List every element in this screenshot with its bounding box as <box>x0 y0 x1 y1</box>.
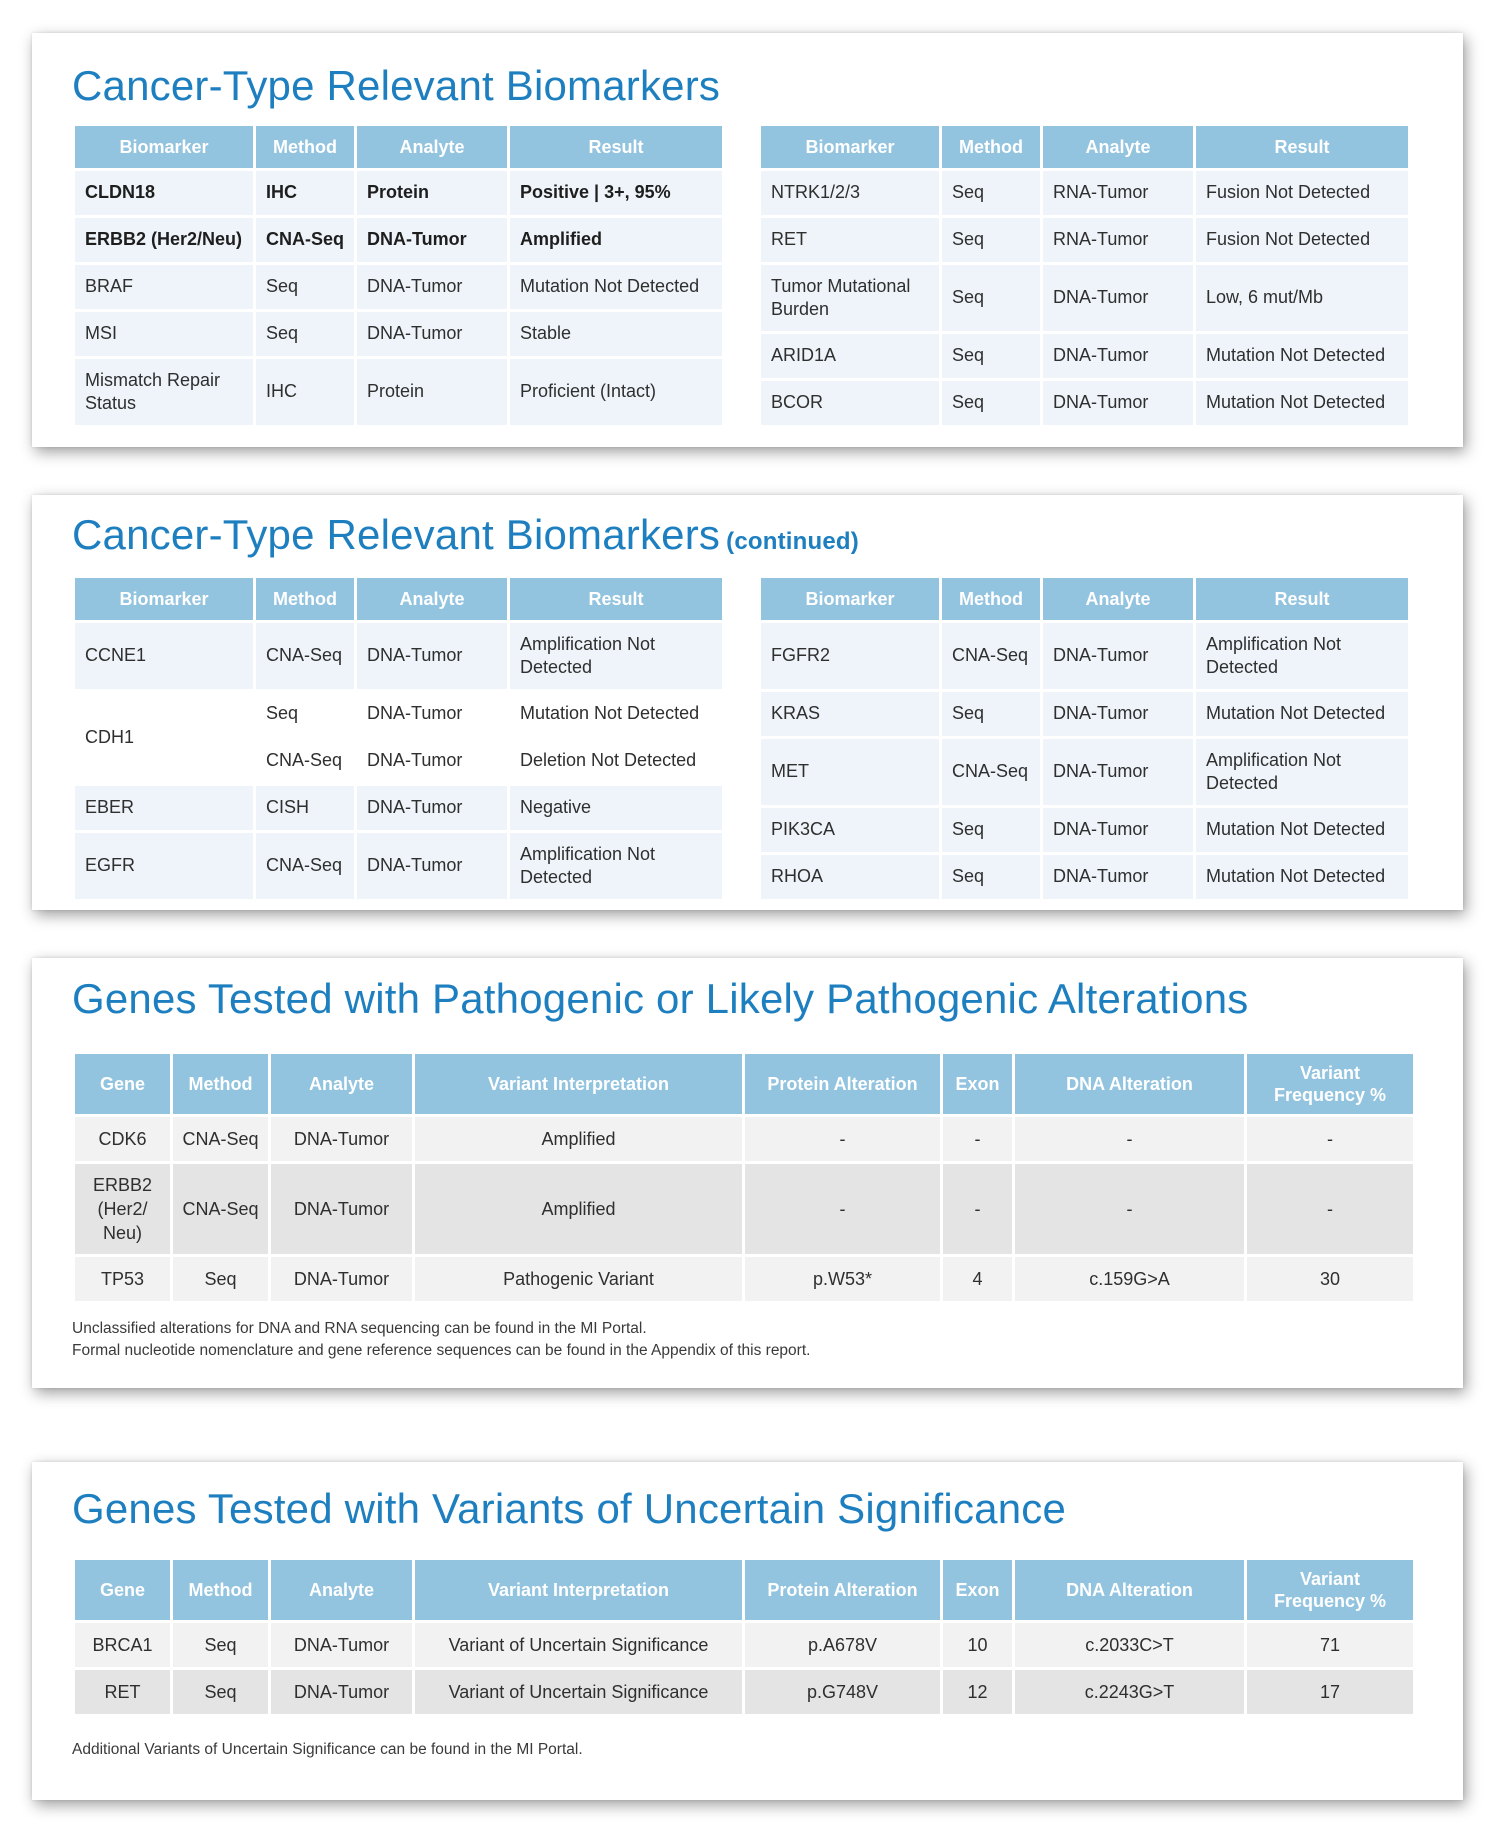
protein-alteration-cell: - <box>745 1117 940 1161</box>
analyte-cell: DNA-Tumor <box>271 1117 412 1161</box>
gene-cell: BRCA1 <box>75 1623 170 1667</box>
biomarkers-card <box>32 33 1463 447</box>
col-header-analyte: Analyte <box>357 578 507 620</box>
method-cell: Seq <box>942 171 1040 215</box>
col-header-analyte: Analyte <box>271 1560 412 1620</box>
col-header-analyte: Analyte <box>271 1054 412 1114</box>
analyte-cell: DNA-Tumor <box>357 739 507 783</box>
pathogenic-alterations-card <box>32 958 1463 1388</box>
table-row <box>75 1257 1413 1301</box>
biomarker-cell: BCOR <box>761 381 939 425</box>
table-row <box>75 218 722 262</box>
method-cell: Seq <box>173 1670 268 1714</box>
analyte-cell: DNA-Tumor <box>357 833 507 899</box>
analyte-cell: DNA-Tumor <box>1043 265 1193 331</box>
col-header-variant-interpretation: Variant Interpretation <box>415 1054 742 1114</box>
biomarker-cell: Mismatch Repair Status <box>75 359 253 425</box>
col-header-result: Result <box>510 126 722 168</box>
biomarker-table-left <box>72 575 725 902</box>
table-header-row <box>75 578 722 620</box>
col-header-variant-frequency: Variant Frequency % <box>1247 1560 1413 1620</box>
table-row <box>761 171 1408 215</box>
section-title: Genes Tested with Pathogenic or Likely Pathogenic Alterations <box>72 975 1249 1022</box>
interpretation-cell: Pathogenic Variant <box>415 1257 742 1301</box>
result-cell: Fusion Not Detected <box>1196 218 1408 262</box>
variant-frequency-cell: - <box>1247 1164 1413 1254</box>
protein-alteration-cell: - <box>745 1164 940 1254</box>
interpretation-cell: Variant of Uncertain Significance <box>415 1623 742 1667</box>
col-header-analyte: Analyte <box>1043 126 1193 168</box>
analyte-cell: Protein <box>357 359 507 425</box>
col-header-protein-alteration: Protein Alteration <box>745 1054 940 1114</box>
result-cell: Deletion Not Detected <box>510 739 722 783</box>
exon-cell: 10 <box>943 1623 1012 1667</box>
analyte-cell: DNA-Tumor <box>1043 334 1193 378</box>
biomarker-cell: Tumor Mutational Burden <box>761 265 939 331</box>
footnote <box>72 1318 1411 1363</box>
result-cell: Mutation Not Detected <box>510 692 722 736</box>
method-cell: Seq <box>942 218 1040 262</box>
col-header-analyte: Analyte <box>357 126 507 168</box>
variant-frequency-cell: - <box>1247 1117 1413 1161</box>
result-cell: Fusion Not Detected <box>1196 171 1408 215</box>
protein-alteration-cell: p.G748V <box>745 1670 940 1714</box>
analyte-cell: DNA-Tumor <box>357 218 507 262</box>
interpretation-cell: Variant of Uncertain Significance <box>415 1670 742 1714</box>
exon-cell: - <box>943 1164 1012 1254</box>
protein-alteration-cell: p.W53* <box>745 1257 940 1301</box>
analyte-cell: RNA-Tumor <box>1043 171 1193 215</box>
col-header-variant-frequency: Variant Frequency % <box>1247 1054 1413 1114</box>
analyte-cell: DNA-Tumor <box>357 265 507 309</box>
biomarker-cell: CLDN18 <box>75 171 253 215</box>
table-row <box>75 1117 1413 1161</box>
table-row <box>75 171 722 215</box>
variant-frequency-cell: 17 <box>1247 1670 1413 1714</box>
biomarker-table-right <box>758 575 1411 902</box>
biomarkers-continued-card <box>32 495 1463 910</box>
table-header-row <box>75 1560 1413 1620</box>
section-title-suffix: (continued) <box>726 528 859 555</box>
result-cell: Stable <box>510 312 722 356</box>
table-row <box>75 1164 1413 1254</box>
result-cell: Amplified <box>510 218 722 262</box>
result-cell: Mutation Not Detected <box>1196 855 1408 899</box>
method-cell: CISH <box>256 786 354 830</box>
analyte-cell: DNA-Tumor <box>357 786 507 830</box>
method-cell: Seq <box>256 265 354 309</box>
col-header-gene: Gene <box>75 1054 170 1114</box>
biomarker-cell: ARID1A <box>761 334 939 378</box>
dna-alteration-cell: c.2243G>T <box>1015 1670 1244 1714</box>
method-cell: Seq <box>173 1623 268 1667</box>
method-cell: Seq <box>173 1257 268 1301</box>
col-header-method: Method <box>173 1054 268 1114</box>
method-cell: CNA-Seq <box>942 739 1040 805</box>
analyte-cell: RNA-Tumor <box>1043 218 1193 262</box>
analyte-cell: DNA-Tumor <box>1043 855 1193 899</box>
col-header-method: Method <box>942 578 1040 620</box>
table-header-row <box>761 126 1408 168</box>
col-header-biomarker: Biomarker <box>761 578 939 620</box>
biomarker-cell: MSI <box>75 312 253 356</box>
result-cell: Mutation Not Detected <box>1196 692 1408 736</box>
variant-frequency-cell: 71 <box>1247 1623 1413 1667</box>
biomarker-cell: RHOA <box>761 855 939 899</box>
uncertain-significance-card <box>32 1462 1463 1800</box>
table-header-row <box>75 1054 1413 1114</box>
biomarker-cell: KRAS <box>761 692 939 736</box>
col-header-result: Result <box>1196 126 1408 168</box>
result-cell: Mutation Not Detected <box>510 265 722 309</box>
col-header-method: Method <box>256 578 354 620</box>
col-header-exon: Exon <box>943 1560 1012 1620</box>
col-header-dna-alteration: DNA Alteration <box>1015 1054 1244 1114</box>
table-row <box>761 334 1408 378</box>
table-row <box>75 692 722 736</box>
biomarker-cell: CCNE1 <box>75 623 253 689</box>
biomarker-cell: EBER <box>75 786 253 830</box>
method-cell: Seq <box>942 855 1040 899</box>
gene-cell: TP53 <box>75 1257 170 1301</box>
analyte-cell: DNA-Tumor <box>1043 692 1193 736</box>
method-cell: CNA-Seq <box>256 833 354 899</box>
result-cell: Amplification Not Detected <box>1196 623 1408 689</box>
biomarker-cell: EGFR <box>75 833 253 899</box>
biomarker-cell: CDH1 <box>75 692 253 783</box>
dna-alteration-cell: c.2033C>T <box>1015 1623 1244 1667</box>
col-header-result: Result <box>510 578 722 620</box>
table-row <box>761 808 1408 852</box>
analyte-cell: DNA-Tumor <box>271 1670 412 1714</box>
analyte-cell: DNA-Tumor <box>1043 739 1193 805</box>
footnote <box>72 1739 1411 1761</box>
analyte-cell: Protein <box>357 171 507 215</box>
analyte-cell: DNA-Tumor <box>271 1257 412 1301</box>
col-header-method: Method <box>942 126 1040 168</box>
method-cell: CNA-Seq <box>256 623 354 689</box>
method-cell: CNA-Seq <box>256 739 354 783</box>
result-cell: Low, 6 mut/Mb <box>1196 265 1408 331</box>
section-title-text: Cancer-Type Relevant Biomarkers <box>72 511 721 558</box>
gene-cell: RET <box>75 1670 170 1714</box>
table-row <box>75 265 722 309</box>
section-title: Cancer-Type Relevant Biomarkers <box>72 62 721 109</box>
exon-cell: - <box>943 1117 1012 1161</box>
analyte-cell: DNA-Tumor <box>271 1164 412 1254</box>
analyte-cell: DNA-Tumor <box>1043 623 1193 689</box>
method-cell: CNA-Seq <box>942 623 1040 689</box>
table-row <box>75 1670 1413 1714</box>
biomarker-cell: RET <box>761 218 939 262</box>
analyte-cell: DNA-Tumor <box>271 1623 412 1667</box>
table-row <box>761 739 1408 805</box>
biomarker-table-right <box>758 123 1411 428</box>
method-cell: Seq <box>256 312 354 356</box>
result-cell: Proficient (Intact) <box>510 359 722 425</box>
result-cell: Mutation Not Detected <box>1196 808 1408 852</box>
footnote-line: Formal nucleotide nomenclature and gene reference sequences can be found in the Appendix of this report. <box>72 1342 811 1360</box>
method-cell: Seq <box>942 381 1040 425</box>
result-cell: Mutation Not Detected <box>1196 381 1408 425</box>
col-header-dna-alteration: DNA Alteration <box>1015 1560 1244 1620</box>
col-header-exon: Exon <box>943 1054 1012 1114</box>
col-header-method: Method <box>256 126 354 168</box>
exon-cell: 4 <box>943 1257 1012 1301</box>
dna-alteration-cell: - <box>1015 1164 1244 1254</box>
analyte-cell: DNA-Tumor <box>357 623 507 689</box>
biomarker-cell: PIK3CA <box>761 808 939 852</box>
result-cell: Negative <box>510 786 722 830</box>
section-title <box>72 495 1411 573</box>
result-cell: Amplification Not Detected <box>510 623 722 689</box>
method-cell: Seq <box>942 692 1040 736</box>
analyte-cell: DNA-Tumor <box>357 312 507 356</box>
result-cell: Positive | 3+, 95% <box>510 171 722 215</box>
method-cell: CNA-Seq <box>173 1164 268 1254</box>
biomarker-cell: ERBB2 (Her2/Neu) <box>75 218 253 262</box>
table-row <box>761 692 1408 736</box>
dna-alteration-cell: c.159G>A <box>1015 1257 1244 1301</box>
table-row <box>75 833 722 899</box>
interpretation-cell: Amplified <box>415 1164 742 1254</box>
gene-cell: CDK6 <box>75 1117 170 1161</box>
table-row <box>761 218 1408 262</box>
method-cell: Seq <box>942 808 1040 852</box>
uncertain-significance-table <box>72 1557 1416 1717</box>
method-cell: Seq <box>942 265 1040 331</box>
table-row <box>75 623 722 689</box>
method-cell: IHC <box>256 359 354 425</box>
table-header-row <box>75 126 722 168</box>
table-header-row <box>761 578 1408 620</box>
col-header-variant-interpretation: Variant Interpretation <box>415 1560 742 1620</box>
method-cell: Seq <box>942 334 1040 378</box>
table-row <box>761 623 1408 689</box>
biomarker-cell: FGFR2 <box>761 623 939 689</box>
table-row <box>761 855 1408 899</box>
result-cell: Mutation Not Detected <box>1196 334 1408 378</box>
col-header-biomarker: Biomarker <box>75 578 253 620</box>
biomarker-cell: NTRK1/2/3 <box>761 171 939 215</box>
exon-cell: 12 <box>943 1670 1012 1714</box>
table-row <box>75 786 722 830</box>
col-header-analyte: Analyte <box>1043 578 1193 620</box>
table-row <box>75 1623 1413 1667</box>
gene-cell: ERBB2 (Her2/ Neu) <box>75 1164 170 1254</box>
footnote-line: Unclassified alterations for DNA and RNA sequencing can be found in the MI Portal. <box>72 1320 647 1337</box>
variant-frequency-cell: 30 <box>1247 1257 1413 1301</box>
analyte-cell: DNA-Tumor <box>1043 808 1193 852</box>
result-cell: Amplification Not Detected <box>1196 739 1408 805</box>
protein-alteration-cell: p.A678V <box>745 1623 940 1667</box>
footnote-line: Additional Variants of Uncertain Significance can be found in the MI Portal. <box>72 1741 583 1758</box>
table-row <box>761 265 1408 331</box>
col-header-protein-alteration: Protein Alteration <box>745 1560 940 1620</box>
result-cell: Amplification Not Detected <box>510 833 722 899</box>
col-header-gene: Gene <box>75 1560 170 1620</box>
table-row <box>75 312 722 356</box>
analyte-cell: DNA-Tumor <box>1043 381 1193 425</box>
table-row <box>761 381 1408 425</box>
method-cell: IHC <box>256 171 354 215</box>
pathogenic-alterations-table <box>72 1051 1416 1304</box>
dna-alteration-cell: - <box>1015 1117 1244 1161</box>
col-header-result: Result <box>1196 578 1408 620</box>
method-cell: CNA-Seq <box>173 1117 268 1161</box>
col-header-biomarker: Biomarker <box>75 126 253 168</box>
biomarker-table-left <box>72 123 725 428</box>
section-title: Genes Tested with Variants of Uncertain Significance <box>72 1485 1067 1532</box>
method-cell: CNA-Seq <box>256 218 354 262</box>
analyte-cell: DNA-Tumor <box>357 692 507 736</box>
biomarker-cell: MET <box>761 739 939 805</box>
col-header-method: Method <box>173 1560 268 1620</box>
biomarker-cell: BRAF <box>75 265 253 309</box>
table-row <box>75 359 722 425</box>
col-header-biomarker: Biomarker <box>761 126 939 168</box>
interpretation-cell: Amplified <box>415 1117 742 1161</box>
method-cell: Seq <box>256 692 354 736</box>
